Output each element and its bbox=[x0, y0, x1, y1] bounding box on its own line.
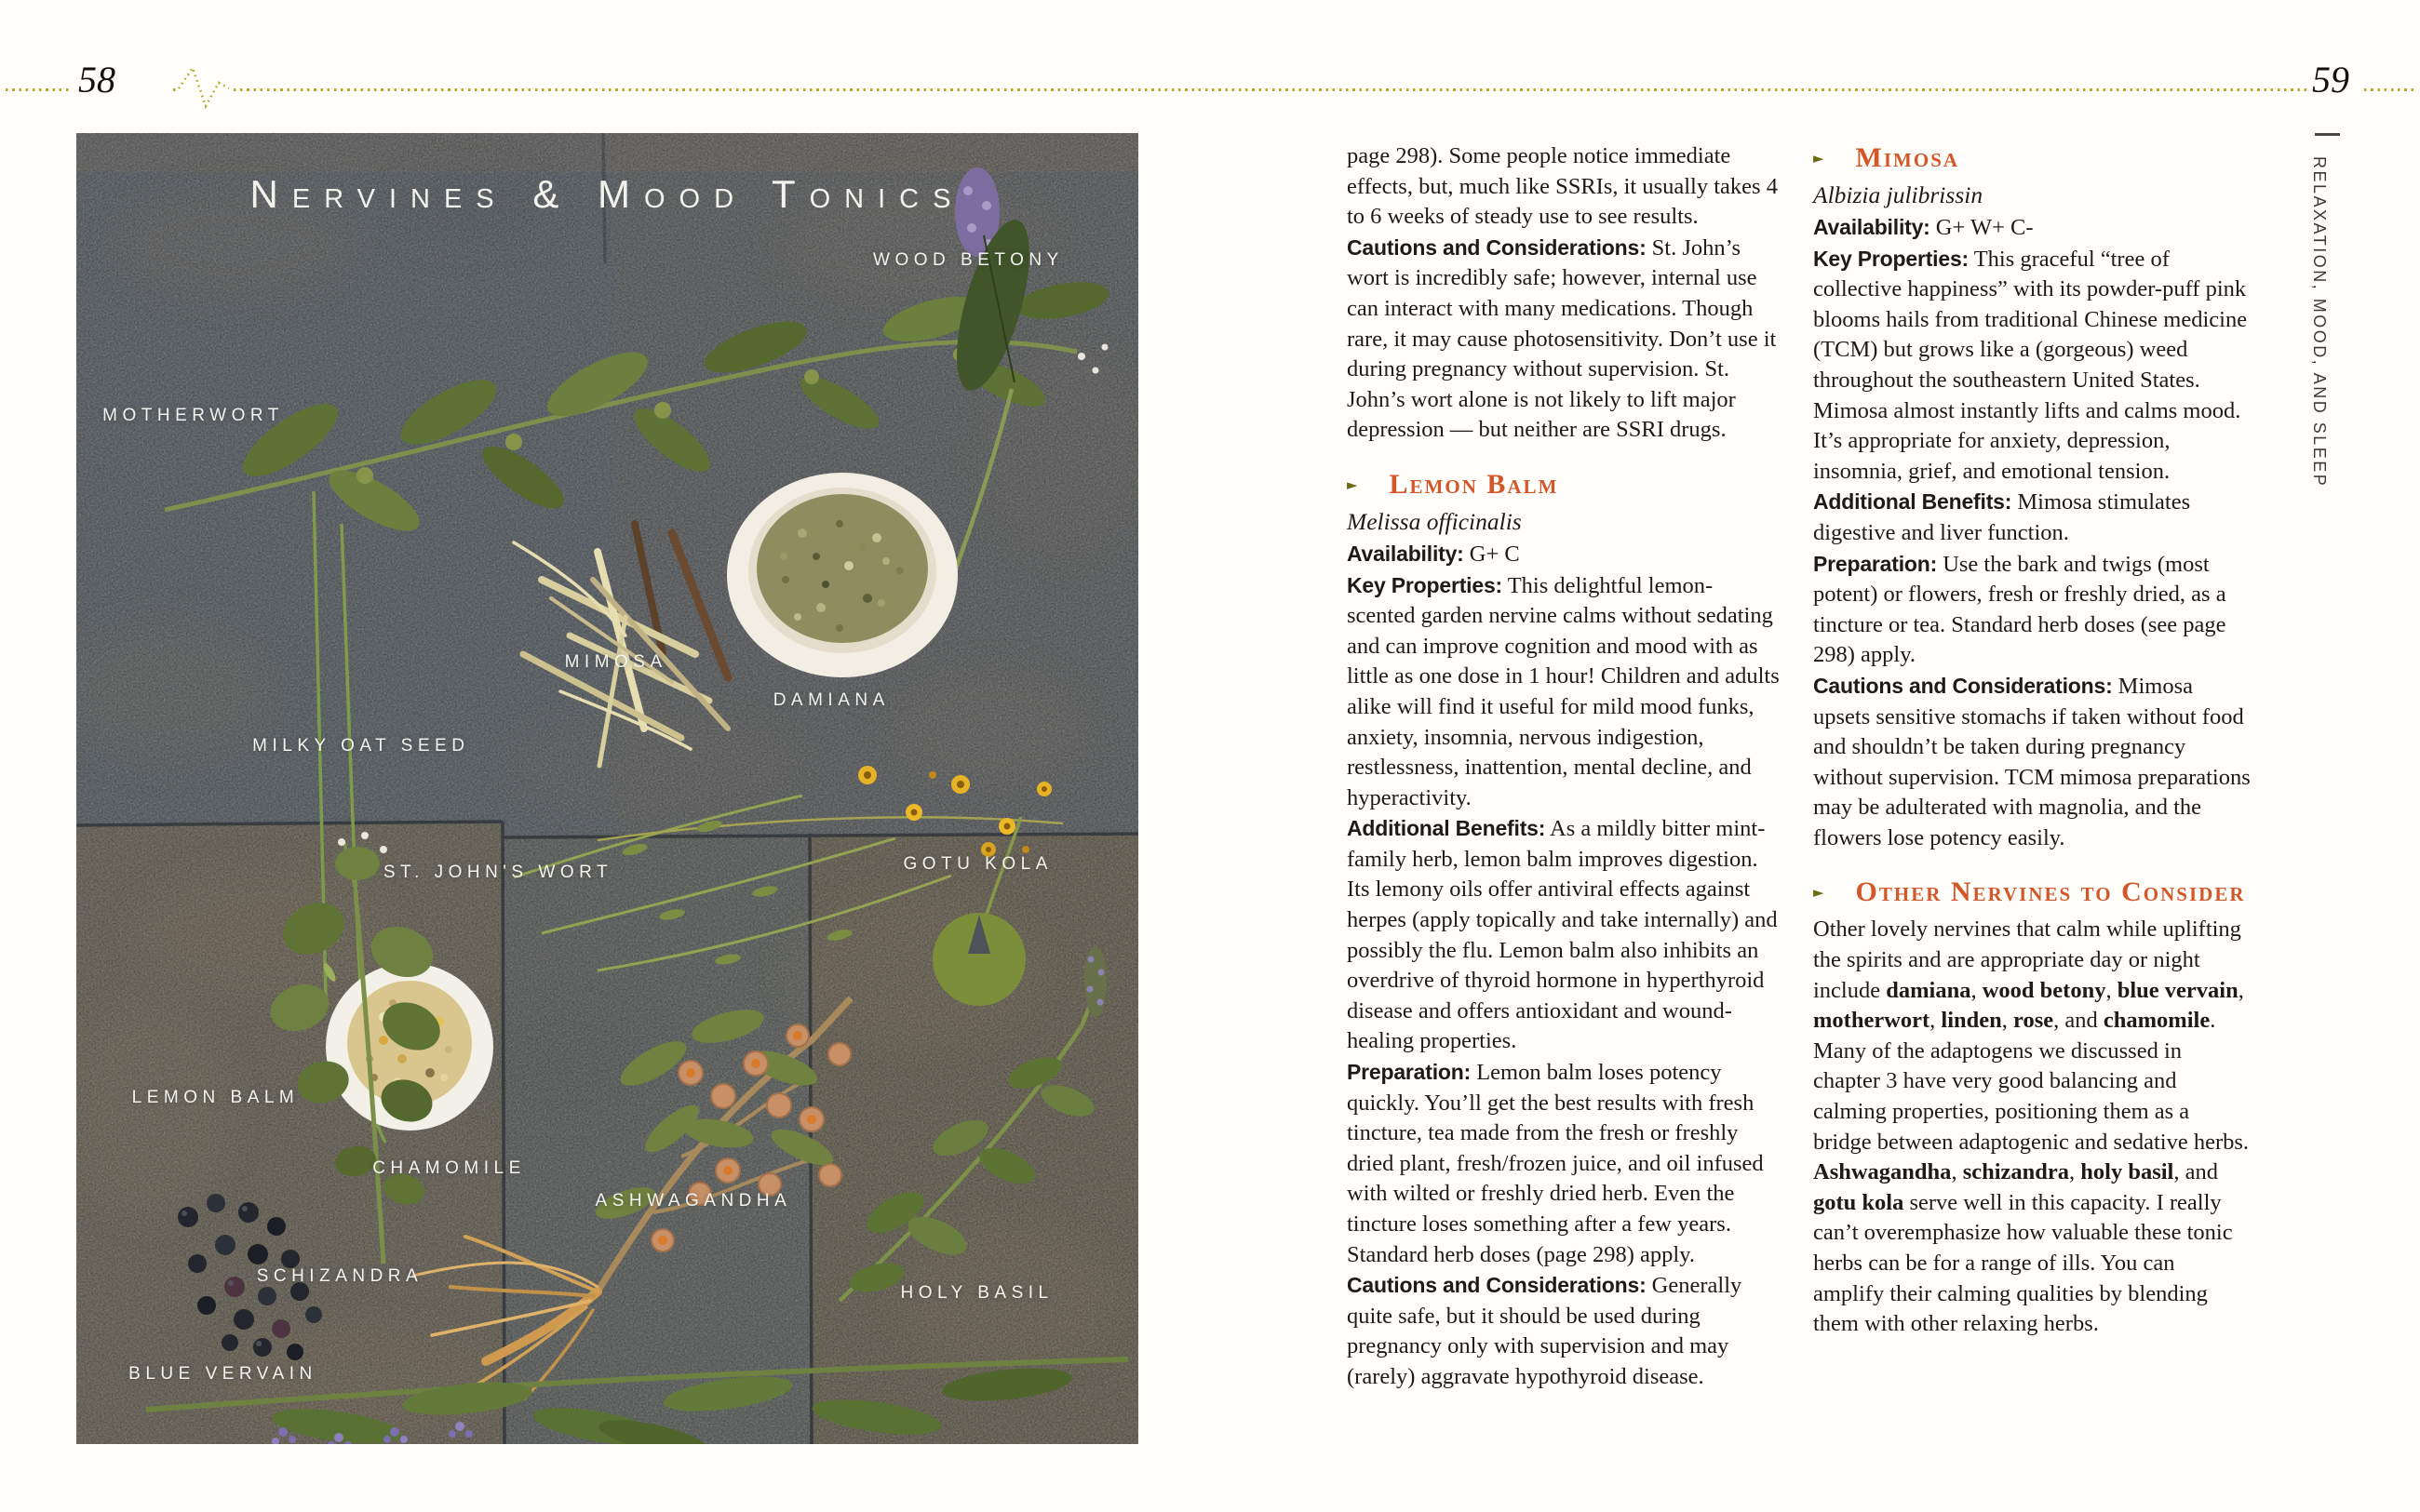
herb-heading bbox=[1813, 876, 2251, 913]
body-paragraph bbox=[1813, 487, 2251, 548]
herb-photo bbox=[76, 133, 1138, 1444]
body-text: Use the bark and twigs (most potent) or flowers, fresh or freshly dried, as a tincture or tea. Standard herb doses (see page 298) apply. bbox=[1813, 551, 2226, 668]
triangle-bullet-icon: ► bbox=[1813, 150, 1826, 167]
body-text: , bbox=[1951, 1159, 1963, 1185]
field-label: Key Properties: bbox=[1813, 246, 1970, 271]
body-paragraph bbox=[1347, 1270, 1781, 1392]
body-text: Lemon balm loses potency quickly. You’ll get the best results with fresh tincture, tea made from the fresh or freshly dried plant, fresh/frozen juice, and oil infused with wilted or freshly dried herb. Even the tincture loses something after a few years. Standard herb doses (page 298) apply. bbox=[1347, 1060, 1764, 1267]
field-label: Preparation: bbox=[1813, 551, 1938, 576]
body-text: , bbox=[2105, 977, 2118, 1003]
field-label: Cautions and Considerations: bbox=[1813, 673, 2113, 698]
photo-herb-label: LEMON BALM bbox=[131, 1088, 300, 1108]
body-text: , and bbox=[2173, 1159, 2218, 1185]
photo-herb-label: SCHIZANDRA bbox=[256, 1265, 424, 1286]
body-text: , and bbox=[2053, 1008, 2104, 1034]
field-label: Preparation: bbox=[1347, 1060, 1472, 1085]
damiana-dish-illustration bbox=[727, 473, 958, 677]
latin-name: Melissa officinalis bbox=[1347, 507, 1522, 535]
body-text: , bbox=[1929, 1008, 1942, 1034]
body-text: serve well in this capacity. I really can’t overemphasize how valuable these tonic herbs can be for a range of ills. You can amplify their calming qualities by blending them with other relaxing herbs. bbox=[1813, 1189, 2233, 1337]
field-label: Cautions and Considerations: bbox=[1347, 1273, 1647, 1298]
body-text: Other lovely nervines that calm while uplifting the spirits and are appropriate day or night include bbox=[1813, 917, 2241, 1003]
herb-heading-label: Mimosa bbox=[1855, 142, 1960, 173]
photo-herb-label: WOOD BETONY bbox=[873, 249, 1064, 270]
page-number-left: 58 bbox=[78, 59, 115, 100]
photo-herb-label: CHAMOMILE bbox=[372, 1158, 526, 1179]
body-text: page 298). Some people notice immediate effects, but, much like SSRIs, it usually takes 4 to 6 weeks of steady use to see results. bbox=[1347, 143, 1778, 230]
bold-herb-name: Ashwagandha bbox=[1813, 1159, 1952, 1185]
field-label: Availability: bbox=[1813, 215, 1930, 239]
field-label: Cautions and Considerations: bbox=[1347, 234, 1647, 260]
herb-heading-label: Lemon Balm bbox=[1389, 468, 1559, 500]
body-text: G+ W+ C- bbox=[1929, 215, 2034, 240]
bold-herb-name: holy basil bbox=[2080, 1159, 2174, 1185]
body-text: Mimosa upsets sensitive stomachs if taken without food and shouldn’t be taken during pregnancy without supervision. TCM mimosa preparations may be adulterated with magnolia, and the flowers lose potency easily. bbox=[1813, 673, 2251, 850]
body-paragraph bbox=[1813, 671, 2251, 854]
body-text: , bbox=[2069, 1159, 2081, 1185]
body-paragraph bbox=[1347, 539, 1781, 570]
bold-herb-name: linden bbox=[1941, 1008, 2002, 1034]
photo-herb-label: ASHWAGANDHA bbox=[595, 1191, 792, 1211]
bold-herb-name: damiana bbox=[1886, 977, 1971, 1003]
body-text: , bbox=[2001, 1008, 2014, 1034]
dotted-rule-right bbox=[2364, 88, 2416, 91]
body-text: St. John’s wort is incredibly safe; however, internal use can interact with many medications. Though rare, it may cause photosensitivity. Don’t use it during pregnancy without supervision. St. John’s wort alone is not likely to lift major depression — but neither are SSRI drugs. bbox=[1347, 234, 1777, 443]
photo-herb-label: HOLY BASIL bbox=[900, 1282, 1054, 1303]
triangle-bullet-icon: ► bbox=[1347, 475, 1360, 493]
body-paragraph bbox=[1347, 141, 1781, 233]
body-text: , bbox=[2238, 977, 2244, 1003]
text-column-right bbox=[1813, 141, 2251, 1340]
body-text: G+ C bbox=[1463, 541, 1520, 567]
sidebar-divider bbox=[2315, 133, 2340, 136]
body-text: . Many of the adaptogens we discussed in chapter 3 have very good balancing and calming properties, positioning them as a bridge between adaptogenic and sedative herbs. bbox=[1813, 1008, 2250, 1155]
herb-heading bbox=[1813, 141, 2251, 179]
zigzag-ornament-icon bbox=[177, 63, 231, 114]
photo-herb-label: GOTU KOLA bbox=[903, 854, 1053, 875]
bold-herb-name: blue vervain bbox=[2117, 977, 2238, 1003]
text-column-left bbox=[1347, 141, 1781, 1393]
field-label: Additional Benefits: bbox=[1813, 489, 2012, 515]
body-text: , bbox=[1970, 977, 1983, 1003]
body-text: This delightful lemon-scented garden nervine calms without sedating and can improve cognition and mood with as little as one dose in 1 hour! Children and adults alike will find it useful for mild mood funks, anxiety, insomnia, nervous indigestion, restlessness, inattention, mental decline, and hyperactivity. bbox=[1347, 572, 1780, 810]
photo-title: Nervines & Mood Tonics bbox=[249, 172, 965, 216]
photo-herb-label: ST. JOHN'S WORT bbox=[383, 862, 613, 882]
chapter-title-vertical: RELAXATION, MOOD, AND SLEEP bbox=[2310, 156, 2329, 488]
dotted-rule-left bbox=[6, 88, 71, 91]
body-paragraph bbox=[1347, 1057, 1781, 1270]
body-paragraph bbox=[1813, 549, 2251, 671]
field-label: Availability: bbox=[1347, 541, 1464, 566]
field-label: Additional Benefits: bbox=[1347, 816, 1546, 841]
body-paragraph bbox=[1347, 813, 1781, 1057]
photo-herb-label: BLUE VERVAIN bbox=[128, 1364, 317, 1385]
photo-herb-label: MILKY OAT SEED bbox=[252, 736, 470, 756]
photo-herb-label: MOTHERWORT bbox=[102, 406, 284, 426]
herb-photo-illustration bbox=[76, 133, 1138, 1444]
body-paragraph bbox=[1813, 915, 2251, 1339]
triangle-bullet-icon: ► bbox=[1813, 884, 1826, 902]
page-number-right: 59 bbox=[2312, 59, 2349, 100]
herb-heading bbox=[1347, 468, 1781, 505]
bold-herb-name: motherwort bbox=[1813, 1008, 1930, 1034]
field-label: Key Properties: bbox=[1347, 572, 1503, 597]
body-paragraph bbox=[1813, 244, 2251, 488]
body-text: This graceful “tree of collective happiness” with its powder-puff pink blooms hails from traditional Chinese medicine (TCM) but grows like a (gorgeous) weed throughout the southeastern United States. Mimosa almost instantly lifts and calms mood. It’s appropriate for anxiety, depression, insomnia, grief, and emotional tension. bbox=[1813, 246, 2248, 484]
body-text: As a mildly bitter mint-family herb, lemon balm improves digestion. Its lemony oils offer antiviral effects against herpes (apply topically and take internally) and possibly the flu. Lemon balm also inhibits an overdrive of thyroid hormone in hyperthyroid disease and offers antioxidant and wound-healing properties. bbox=[1347, 816, 1778, 1054]
bold-herb-name: gotu kola bbox=[1813, 1189, 1904, 1215]
body-paragraph bbox=[1347, 570, 1781, 814]
body-text: Mimosa stimulates digestive and liver function. bbox=[1813, 489, 2191, 545]
photo-herb-label: DAMIANA bbox=[773, 690, 890, 711]
dotted-rule-center bbox=[173, 88, 2308, 91]
bold-herb-name: rose bbox=[2013, 1008, 2054, 1034]
bold-herb-name: wood betony bbox=[1982, 977, 2106, 1003]
body-text: Generally quite safe, but it should be used during pregnancy only with supervision and may (rarely) aggravate hypothyroid disease. bbox=[1347, 1273, 1742, 1389]
photo-herb-label: MIMOSA bbox=[564, 652, 667, 673]
body-paragraph bbox=[1813, 212, 2251, 244]
herb-heading-label: Other Nervines to Consider bbox=[1855, 876, 2246, 908]
bold-herb-name: schizandra bbox=[1962, 1159, 2070, 1185]
bold-herb-name: chamomile bbox=[2103, 1008, 2211, 1034]
latin-name: Albizia julibrissin bbox=[1813, 181, 1983, 208]
body-paragraph bbox=[1347, 233, 1781, 446]
